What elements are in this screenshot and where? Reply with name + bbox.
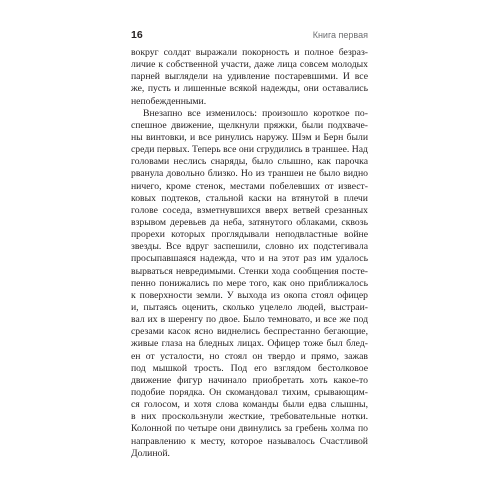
text-line: в них проскользнули жесткие, требовательные нотки. xyxy=(131,411,368,423)
text-line: головами неслись снаряды, было слышно, как парочка xyxy=(131,156,368,168)
text-line: под мышкой трость. Под его взглядом бестолковое xyxy=(131,362,368,374)
text-line: к поверхности земли. У выхода из окопа стоял офицер xyxy=(131,289,368,301)
text-line: Долиной. xyxy=(131,447,170,459)
text-line: взрывом деревьев да неба, затянутого облаками, сквозь xyxy=(131,216,368,228)
text-line: подобие порядка. Он скомандовал тихим, срывающим- xyxy=(131,386,368,398)
running-head: Книга первая xyxy=(312,30,368,40)
text-line: просыпавшаяся надежда, что и на этот раз им удалось xyxy=(131,253,368,265)
text-line: прорехи которых проглядывали неподвластные войне xyxy=(131,229,368,241)
text-line: Внезапно все изменилось: произошло короткое по- xyxy=(143,107,368,119)
text-line: движение фигур начинало приобретать хоть какое-то xyxy=(131,374,368,386)
text-line: звезды. Все вдруг заспешили, словно их подстегивала xyxy=(131,241,368,253)
text-line: срезами касок ясно виднелись беспрестанно бегающие, xyxy=(131,326,368,338)
text-line: среди первых. Теперь все они сгрудились в траншее. Над xyxy=(131,144,368,156)
text-line: непобежденными. xyxy=(131,95,207,107)
text-line: же, пусть и лишенные всякой надежды, они оставались xyxy=(131,83,368,95)
text-line: ен от усталости, но стоял он твердо и прямо, зажав xyxy=(131,350,368,362)
paragraph xyxy=(131,108,368,460)
text-line: ковых подтеков, стальной каски на втянутой в плечи xyxy=(131,192,368,204)
text-line: и, пытаясь оценить, сколько уцелело людей, выстраи- xyxy=(131,301,368,313)
text-line: парней выглядели на удивление постаревшими. И все xyxy=(131,71,368,83)
text-line: Колонной по четыре они двинулись за гребень холма по xyxy=(131,423,368,435)
text-line: вокруг солдат выражали покорность и полное безраз- xyxy=(131,47,368,58)
text-line: живые глаза на бледных лицах. Офицер тоже был блед- xyxy=(131,338,368,350)
text-line: рванула довольно близко. Но из траншеи не было видно xyxy=(131,168,368,180)
text-line: ся голосом, и хотя слова команды были едва слышны, xyxy=(131,399,368,411)
text-line: вал их в шеренгу по двое. Было темновато, и все же под xyxy=(131,314,368,326)
text-line: направлению к месту, которое называлось Счастливой xyxy=(131,435,368,447)
page-header xyxy=(131,29,368,43)
text-line: пенно понижались по мере того, как оно приближалось xyxy=(131,277,368,289)
text-line: ны винтовки, и все ринулись наружу. Шэм и Берн были xyxy=(131,131,368,143)
text-line: голове соседа, взметнувшихся вверх ветвей срезанных xyxy=(131,204,368,216)
text-line: личие к собственной участи, даже лица совсем молодых xyxy=(131,59,368,71)
body-text xyxy=(131,47,368,460)
paragraph xyxy=(131,47,368,108)
text-line: ничего, кроме стенок, местами побелевших от извест- xyxy=(131,180,368,192)
text-line: спешное движение, щелкнули пряжки, были подхваче- xyxy=(131,119,368,131)
text-line: вырваться невредимыми. Стенки хода сообщения посте- xyxy=(131,265,368,277)
page-number: 16 xyxy=(131,29,143,41)
